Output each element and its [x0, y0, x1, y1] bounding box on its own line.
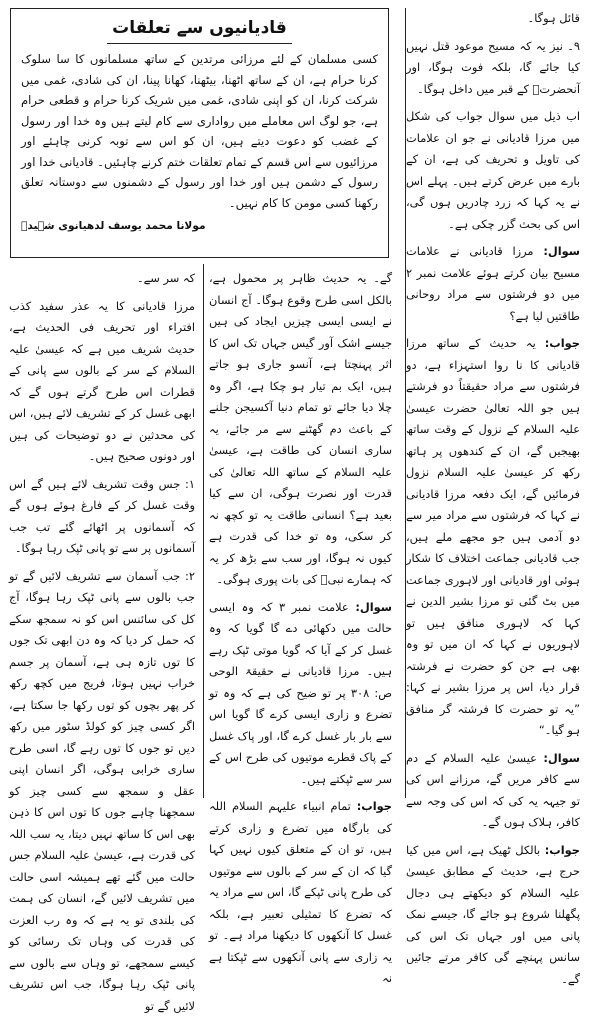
paragraph: قائل ہوگا۔ [406, 8, 580, 30]
answer-paragraph [209, 796, 392, 990]
column-divider [405, 8, 406, 798]
answer-paragraph [406, 333, 580, 742]
paragraph: مرزا قادیانی کا یہ عذر سفید کذب افتراء اور تحریف فی الحدیث ہے، حدیث شریف میں ہے کہ عیسیٰ علیہ السلام کے سر کے بالوں سے پانی کے قطرات اس طرح گرتے ہوں گے کہ ابھی غسل کر کے تشریف لائے ہیں، اس کی محدثین نے دو توضیحات کی ہیں اور دونوں صحیح ہیں۔ [9, 296, 195, 468]
question-text: علامت نمبر ۳ کہ وہ ایسی حالت میں دکھائی دے گا گویا کہ وہ غسل کر کے آیا کہ گویا موتی ٹپک رہے ہیں۔ مرزا قادیانی نے حقیقۃ الوحی ص: ۳۰۸ پر تو ضیح کی ہے کہ وہ تو تضرع و زاری ایسی کرے گا گویا اس سے بار بار غسل کرے گا، اور پاک غسل کے پاک قطرے موتیوں کی طرح اس کے سر سے ٹپکتے ہیں۔ [209, 600, 392, 786]
notice-box [10, 8, 389, 258]
question-label: سوال: [543, 244, 580, 258]
column-divider [203, 264, 204, 798]
question-text: مرزا قادیانی نے علامات مسیح بیان کرتے ہوئے علامت نمبر ۲ میں دو فرشتوں سے مراد روحانی طاقتیں لیا ہے؟ [406, 244, 580, 323]
answer-text: بالکل ٹھیک ہے، اس میں کیا حرج ہے، حدیث کے مطابق عیسیٰ علیہ السلام کو دیکھتے ہی دجال پگھلنا شروع ہو جائے گا، جیسے نمک پانی میں اور جہاں تک اس کی سانس پہنچے گی کافر مرتے جائیں گے۔ [406, 843, 580, 986]
answer-text: تمام انبیاء علیہم السلام اللہ کی بارگاہ میں تضرع و زاری کرتے ہیں، تو ان کے متعلق کیوں نہیں کہا گیا کہ ان کے سر کے بالوں سے موتیوں کی طرح پانی ٹپکے گا، اس سے مراد یہ کہ تضرع کا تمثیلی تعبیر ہے، بلکہ غسل کا آنکھوں کا دیکھنا مراد ہے۔ تو یہ زاری سے پانی آنکھوں سے ٹپکتا ہے نہ [209, 799, 392, 985]
left-column [9, 268, 195, 798]
paragraph: ۱: جس وقت تشریف لائے ہیں گے اس وقت غسل کر کے فارغ ہوئے ہوں گے کہ آسمانوں پر اٹھائے گئے تب جب آسمانوں پر سے تو پانی ٹپک رہا ہوگا۔ [9, 474, 195, 560]
answer-paragraph [406, 840, 580, 991]
question-text: عیسیٰ علیہ السلام کے دم سے کافر مریں گے، مرزانے اس کی تو جیہہ یہ کی کہ اس کی وجہ سے کافر، ہلاک ہوں گے۔ [406, 751, 580, 830]
notice-author: مولانا محمد یوسف لدھیانوی شہیدؒ [21, 217, 378, 235]
notice-body: کسی مسلمان کے لئے مرزائی مرتدین کے ساتھ مسلمانوں کا سا سلوک کرنا حرام ہے، ان کے ساتھ اٹھنا، بیٹھنا، کھانا پینا، ان کی شادی، غمی میں شرکت کرنا، ان کو اپنی شادی، غمی میں شریک کرنا حرام و قطعی حرام ہے، جو لوگ اس معاملے میں رواداری سے کام لیتے ہیں وہ خدا اور رسول کے غضب کو دعوت دیتے ہیں، ان کو اس سے توبہ کرنی چاہئے اور مرزائیوں سے اس قسم کے تمام تعلقات ختم کرنے چاہئیں۔ قادیانی خدا اور رسول کے دشمن ہیں اور خدا اور رسول کے دشمنوں سے دوستانہ تعلق رکھنا کسی مومن کا کام نہیں۔ [21, 49, 378, 213]
answer-label: جواب: [545, 843, 580, 857]
answer-text: یہ حدیث کے ساتھ مرزا قادیانی کا نا روا استہزاء ہے، دو فرشتوں سے مراد حقیقتاً دو فرشتے ہیں جو اللہ تعالیٰ حضرت عیسیٰ علیہ السلام کے نزول کے وقت ساتھ بھیجیں گے، ان کے کندھوں پر ہاتھ رکھ کر عیسیٰ علیہ السلام نزول فرمائیں گے، ایک دفعہ مرزا قادیانی نے کہا کہ فرشتوں سے مراد میر سے دو آدمی ہیں جو مجھے ملے ہیں، جب قادیانی جماعت اختلاف کا شکار ہوئی اور قادیانی اور لاہوری جماعت میں بٹ گئی تو مرزا بشیر الدین نے کہا کہ لاہوری منافق ہیں تو لاہوریوں نے کہا کہ ان میں تو وہ بھی ہے جن کو حضرت نے فرشتہ قرار دیا، اس پر مرزا بشیر نے کہا: ”یہ تو حضرت کا فرشتہ گر منافق ہو گیا۔“ [406, 336, 580, 737]
paragraph: اب ذیل میں سوال جواب کی شکل میں مرزا قادیانی نے جو ان علامات کی تاویل و تحریف کی ہے، ان کے بارے میں عرض کرتے ہیں۔ پہلے اس نے یہ کہا کہ زرد چادریں ہوں گی، اس کی بحث گزر چکی ہے۔ [406, 106, 580, 235]
question-paragraph [406, 748, 580, 834]
right-column [406, 8, 580, 800]
question-paragraph [209, 597, 392, 791]
question-paragraph [406, 241, 580, 327]
question-label: سوال: [543, 751, 580, 765]
question-label: سوال: [355, 600, 392, 614]
paragraph: گے۔ یہ حدیث ظاہر پر محمول ہے، بالکل اسی طرح وقوع ہوگا۔ آج انسان نے ایسی ایسی چیزیں ایجاد کی ہیں جیسے اشک آور گیس جہاں تک اس کا اثر پہنچتا ہے، آنسو جاری ہو جاتے ہیں، ایک بم تیار ہو چکا ہے، اگر وہ چلا دیا جائے تو تمام دنیا آکسیجن جلنے کے باعث دم گھٹنے سے مر جائے، یہ ساری انسان کی طاقت ہے، عیسیٰ علیہ السلام کے ساتھ اللہ تعالیٰ کی قدرت اور نصرت ہوگی، ان سے کیا بعید ہے؟ انسانی طاقت یہ تو کچھ نہ کر سکی، وہ تو خدا کی قدرت ہے کیوں نہ ہوگا، اور سب سے بڑھ کر یہ کہ ہمارے نبیؐ کی بات پوری ہوگی۔ [209, 268, 392, 591]
answer-label: جواب: [545, 336, 580, 350]
paragraph: کہ سر سے۔ [9, 268, 195, 290]
paragraph: ۲: جب آسمان سے تشریف لائیں گے تو جب بالوں سے پانی ٹپک رہا ہوگا، آج کل کی سائنس اس کو نہ سمجھ سکے کہ حمل کر دیا کہ وہ دن ابھی تک جوں کا توں تازہ ہی ہے، آسمان پر جسم خراب نہیں ہوتا، فریج میں کچھ رکھ کر پھر بچوں کو توں رکھا جا سکتا ہے، اگر کسی چیز کو کولڈ سٹور میں رکھ دیں تو جوں کا توں رہے گا، اسی طرح ساری خرابی ہوگی، اگر انسان اپنی عقل و سمجھ سے کسی چیز کو سمجھنا چاہے جوں کا توں اس کا ذہن بھی اس کا ساتھ نہیں دیتا، یہ سب اللہ کی قدرت ہے، عیسیٰ علیہ السلام جس حالت میں گئے تھے ہمیشہ اسی حالت میں تشریف لائیں گے، انسان کی ہمت کی بلندی تو یہ ہے کہ وہ رب العزت کی قدرت کی وہاں تک رسائی کو کیسے سمجھے، تو وہاں سے بالوں سے پانی ٹپک رہا ہوگا، جب اس تشریف لائیں گے تو [9, 566, 195, 1017]
middle-column [209, 268, 392, 798]
notice-title: قادیانیوں سے تعلقات [21, 15, 378, 41]
title-underline [107, 43, 293, 44]
paragraph: ۹۔ نیز یہ کہ مسیح موعود قتل نہیں کیا جائے گا، بلکہ فوت ہوگا، اور آنحضرتؐ کے قبر میں داخل ہوگا۔ [406, 36, 580, 101]
answer-label: جواب: [357, 799, 392, 813]
